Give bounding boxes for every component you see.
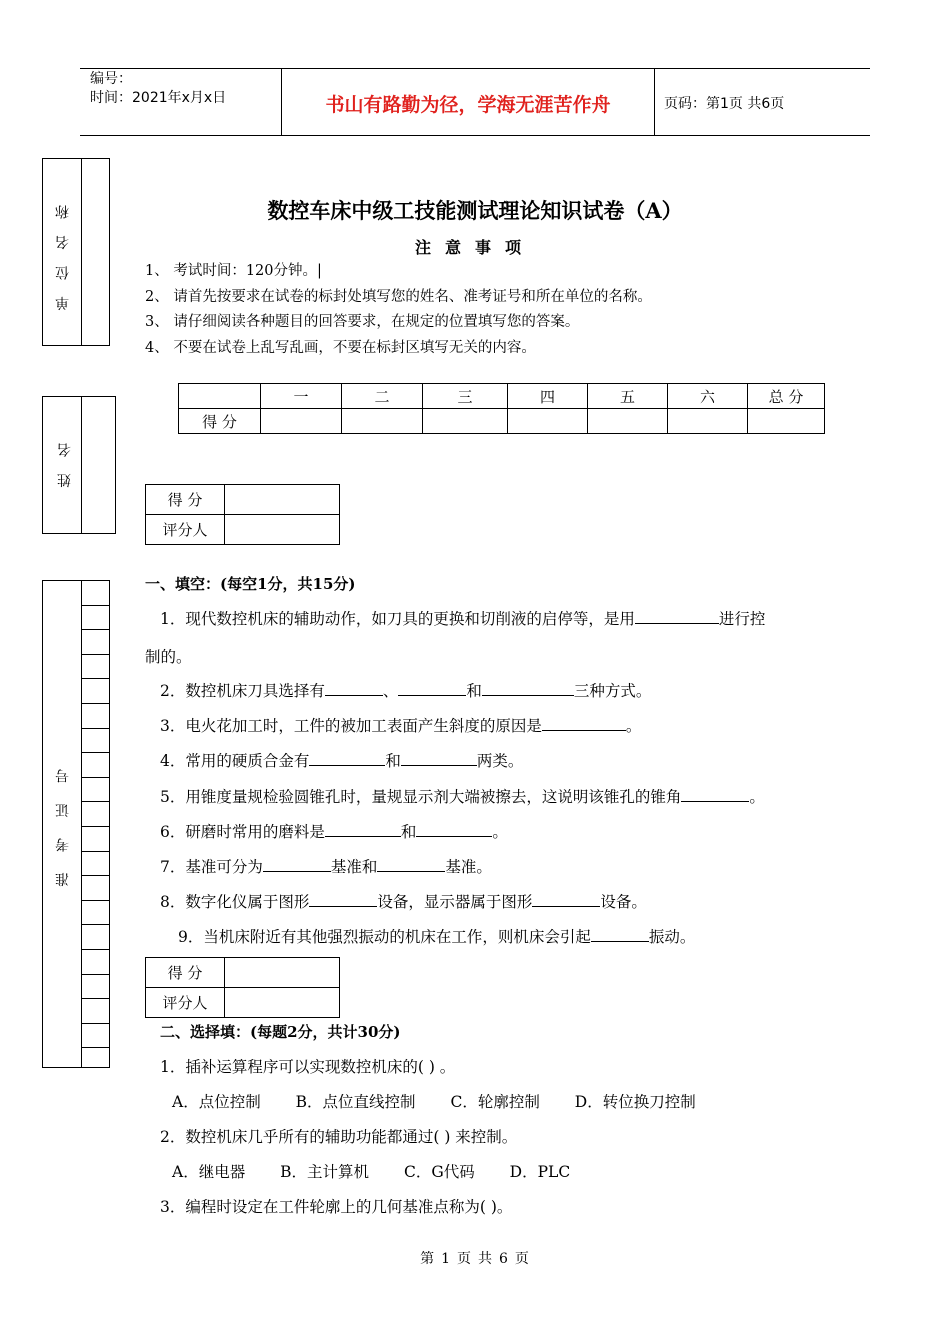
option[interactable]: C．G代码 xyxy=(403,1163,475,1181)
question-text: 1．现代数控机床的辅助动作，如刀具的更换和切削液的启停等，是用 xyxy=(160,610,635,628)
score-cell[interactable] xyxy=(748,409,825,434)
table-cell: 得 分 xyxy=(146,485,225,515)
answer-blank[interactable] xyxy=(591,926,649,942)
notice-list xyxy=(145,259,652,361)
section2-heading: 二、选择填：(每题2分，共计30分) xyxy=(160,1023,401,1041)
header-meta xyxy=(90,70,226,108)
table-cell: 五 xyxy=(588,384,668,409)
question-text: 和 xyxy=(385,752,401,770)
notice-heading: 注意事项 xyxy=(414,238,535,257)
score-cell[interactable] xyxy=(668,409,748,434)
question-text: 。 xyxy=(625,717,642,735)
question-text: 三种方式。 xyxy=(573,682,652,700)
question-text: 3．电火花加工时，工件的被加工表面产生斜度的原因是 xyxy=(160,717,542,735)
table-cell: 评分人 xyxy=(146,515,225,545)
table-cell: 一 xyxy=(261,384,342,409)
footer-text: 共 xyxy=(478,1251,493,1267)
answer-blank[interactable] xyxy=(325,680,383,696)
answer-blank[interactable] xyxy=(635,608,719,624)
header-page-info: 页码：第1页 共6页 xyxy=(664,96,785,112)
question-text: 基准。 xyxy=(445,858,492,876)
answer-blank[interactable] xyxy=(482,680,574,696)
section2-score-box xyxy=(145,957,340,1018)
score-cell[interactable] xyxy=(423,409,508,434)
question-text: 设备，显示器属于图形 xyxy=(377,893,533,911)
table-cell: 得 分 xyxy=(179,409,261,434)
question-text: 设备。 xyxy=(600,893,647,911)
option[interactable]: D．转位换刀控制 xyxy=(574,1093,696,1111)
table-cell xyxy=(179,384,261,409)
table-row xyxy=(179,409,825,434)
footer-text: 页 xyxy=(514,1251,530,1267)
question-text: 两类。 xyxy=(476,752,524,770)
question-text: 6．研磨时常用的磨料是 xyxy=(160,823,325,841)
question-4 xyxy=(160,749,523,771)
footer-text: 页 xyxy=(457,1251,472,1267)
question-text: 。 xyxy=(749,788,765,806)
unit-name-label: 单 位 名 称 xyxy=(55,199,71,311)
table-cell: 评分人 xyxy=(146,988,225,1018)
question-5 xyxy=(160,785,765,807)
ticket-number-box xyxy=(42,580,110,1068)
score-cell[interactable] xyxy=(225,958,340,988)
question-1-cont: 制的。 xyxy=(145,648,192,666)
answer-blank[interactable] xyxy=(325,821,401,837)
answer-blank[interactable] xyxy=(263,856,331,872)
answer-blank[interactable] xyxy=(401,750,477,766)
table-cell: 得 分 xyxy=(146,958,225,988)
score-cell[interactable] xyxy=(342,409,423,434)
score-cell[interactable] xyxy=(261,409,342,434)
header-motto: 书山有路勤为径，学海无涯苦作舟 xyxy=(325,94,611,116)
name-box xyxy=(42,396,116,534)
header-bottom-rule xyxy=(80,135,870,136)
table-cell: 四 xyxy=(508,384,588,409)
answer-blank[interactable] xyxy=(532,891,600,907)
question-3 xyxy=(160,714,641,736)
question-text: 2．数控机床刀具选择有 xyxy=(160,682,325,700)
score-cell[interactable] xyxy=(508,409,588,434)
option[interactable]: B．主计算机 xyxy=(280,1163,370,1181)
footer-text: 6 xyxy=(499,1251,509,1267)
notice-item: 4、 不要在试卷上乱写乱画，不要在标封区填写无关的内容。 xyxy=(145,339,536,356)
question-text: 振动。 xyxy=(648,928,696,946)
question-7 xyxy=(160,855,492,877)
question-text: 。 xyxy=(492,823,508,841)
header-top-rule xyxy=(80,68,870,69)
question-2 xyxy=(160,679,651,701)
table-cell: 三 xyxy=(423,384,508,409)
question-text: 、 xyxy=(382,682,399,700)
question-text: 进行控 xyxy=(718,610,766,628)
choice-question-2: 2．数控机床几乎所有的辅助功能都通过( ) 来控制。 xyxy=(160,1128,518,1146)
question-text: 5．用锥度量规检验圆锥孔时，量规显示剂大端被擦去，这说明该锥孔的锥角 xyxy=(160,788,682,806)
footer-text: 第 xyxy=(420,1251,436,1267)
answer-blank[interactable] xyxy=(398,680,466,696)
option[interactable]: C．轮廓控制 xyxy=(450,1093,540,1111)
choice-options-2 xyxy=(172,1160,570,1182)
table-cell: 总 分 xyxy=(748,384,825,409)
answer-blank[interactable] xyxy=(542,715,626,731)
table-row xyxy=(179,384,825,409)
grader-cell[interactable] xyxy=(225,515,340,545)
unit-name-box xyxy=(42,158,110,346)
question-text: 4．常用的硬质合金有 xyxy=(160,752,310,770)
notice-item: 2、 请首先按要求在试卷的标封处填写您的姓名、准考证号和所在单位的名称。 xyxy=(145,288,652,305)
score-cell[interactable] xyxy=(588,409,668,434)
choice-question-1: 1．插补运算程序可以实现数控机床的( ) 。 xyxy=(160,1058,456,1076)
choice-options-1 xyxy=(172,1090,696,1112)
ticket-number-grid xyxy=(82,581,109,1048)
header-divider xyxy=(654,68,655,136)
section1-heading: 一、填空：(每空1分，共15分) xyxy=(145,575,356,593)
question-text: 基准和 xyxy=(330,858,378,876)
answer-blank[interactable] xyxy=(309,891,377,907)
question-text: 8．数字化仪属于图形 xyxy=(160,893,310,911)
footer-text: 1 xyxy=(441,1251,451,1267)
section1-score-box xyxy=(145,484,340,545)
answer-blank[interactable] xyxy=(309,750,385,766)
question-text: 7．基准可分为 xyxy=(160,858,263,876)
answer-blank[interactable] xyxy=(416,821,492,837)
option[interactable]: D．PLC xyxy=(509,1163,571,1181)
option[interactable]: A．点位控制 xyxy=(172,1093,261,1111)
name-label: 姓 名 xyxy=(57,437,73,488)
score-summary-table xyxy=(178,383,825,434)
question-6 xyxy=(160,820,508,842)
score-cell[interactable] xyxy=(225,485,340,515)
question-8 xyxy=(160,890,647,912)
option[interactable]: B．点位直线控制 xyxy=(295,1093,416,1111)
question-text: 和 xyxy=(466,682,482,700)
page-footer xyxy=(0,1248,950,1268)
notice-item: 1、 考试时间：120分钟。| xyxy=(145,263,322,279)
serial-label: 编号： xyxy=(90,71,132,87)
choice-question-3: 3．编程时设定在工件轮廓上的几何基准点称为( )。 xyxy=(160,1198,513,1216)
question-text: 和 xyxy=(400,823,417,841)
time-label: 时间：2021年x月x日 xyxy=(90,90,227,106)
question-9 xyxy=(178,925,695,947)
table-cell: 二 xyxy=(342,384,423,409)
notice-item: 3、 请仔细阅读各种题目的回答要求，在规定的位置填写您的答案。 xyxy=(145,314,580,330)
exam-title: 数控车床中级工技能测试理论知识试卷（A） xyxy=(267,198,683,223)
ticket-number-label: 准 考 证 号 xyxy=(55,761,71,887)
question-1 xyxy=(160,607,765,629)
option[interactable]: A．继电器 xyxy=(172,1163,246,1181)
question-text: 9．当机床附近有其他强烈振动的机床在工作，则机床会引起 xyxy=(178,928,591,946)
grader-cell[interactable] xyxy=(225,988,340,1018)
table-cell: 六 xyxy=(668,384,748,409)
answer-blank[interactable] xyxy=(377,856,445,872)
answer-blank[interactable] xyxy=(681,786,749,802)
